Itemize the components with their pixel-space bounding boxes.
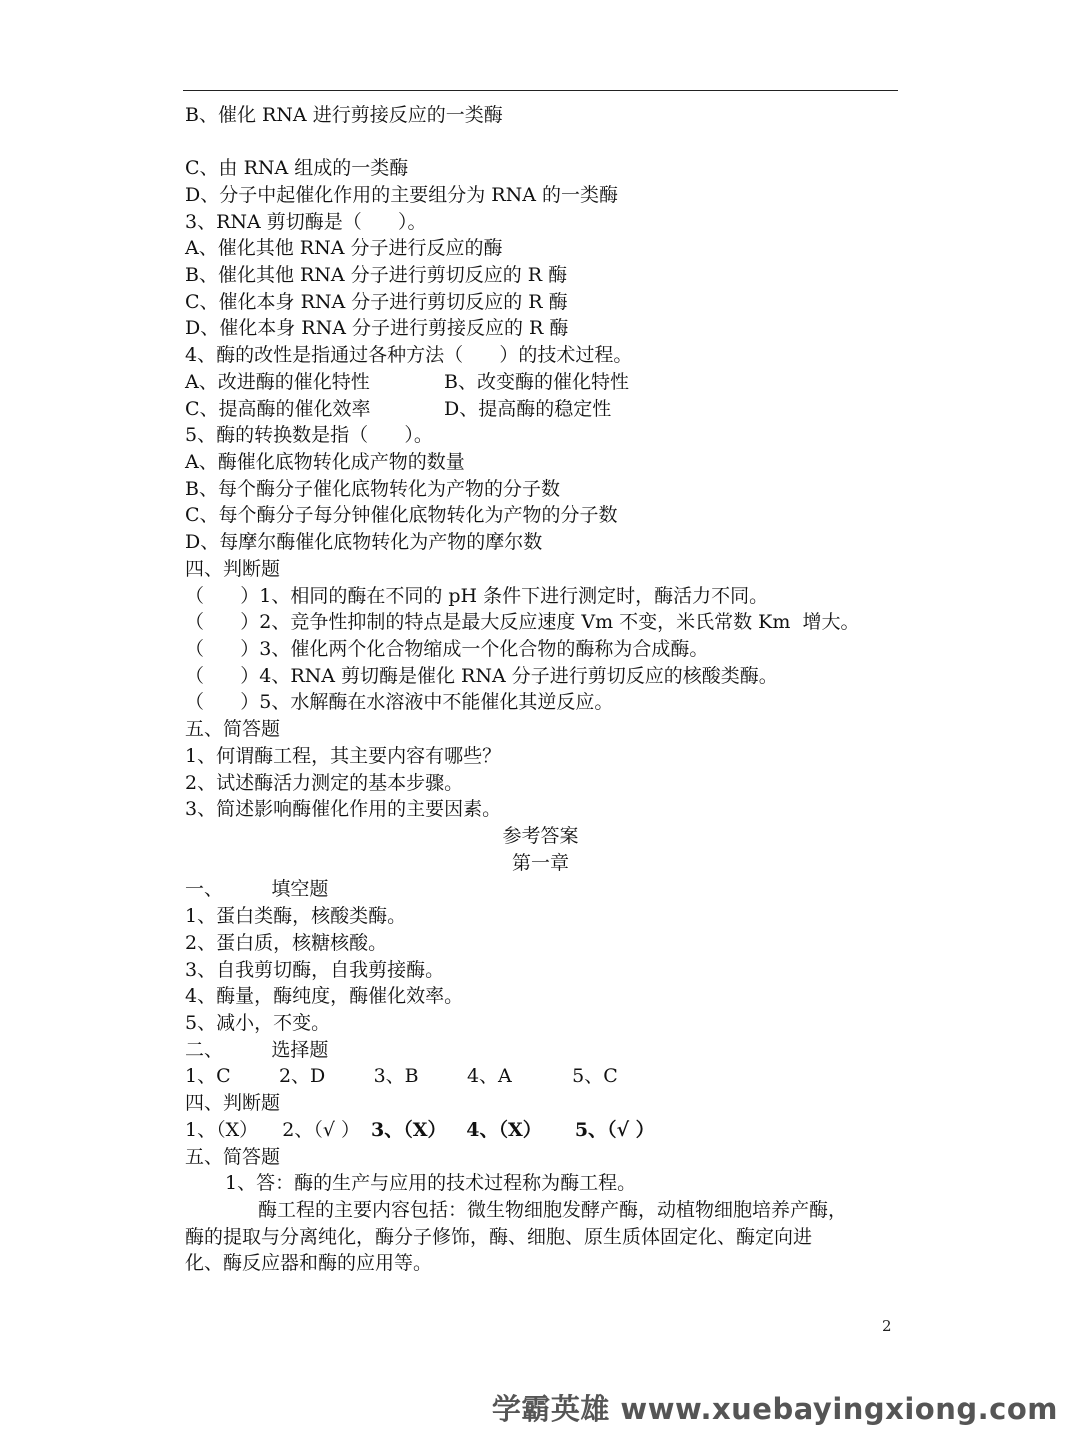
section-heading-true-false: 四、判断题	[185, 558, 281, 580]
question-3: 3、RNA 剪切酶是（ ）。	[185, 211, 427, 233]
chapter-title: 第一章	[511, 852, 569, 874]
option-d-q3: D、催化本身 RNA 分子进行剪接反应的 R 酶	[185, 317, 569, 339]
answer-fill-5: 5、减小，不变。	[185, 1012, 331, 1034]
answer-fill-2: 2、蛋白质，核糖核酸。	[185, 932, 388, 954]
answers-tf-heading: 四、判断题	[185, 1092, 281, 1114]
answer-short-1-line-4: 化、酶反应器和酶的应用等。	[185, 1252, 433, 1274]
option-c-q2: C、由 RNA 组成的一类酶	[185, 157, 409, 179]
answer-fill-3: 3、自我剪切酶，自我剪接酶。	[185, 959, 445, 981]
option-b-q5: B、每个酶分子催化底物转化为产物的分子数	[185, 478, 560, 500]
short-question-3: 3、简述影响酶催化作用的主要因素。	[185, 798, 502, 820]
tf-question-3: （ ）3、催化两个化合物缩成一个化合物的酶称为合成酶。	[185, 638, 709, 660]
option-d-q5: D、每摩尔酶催化底物转化为产物的摩尔数	[185, 531, 543, 553]
tf-question-2: （ ）2、竞争性抑制的特点是最大反应速度 Vm 不变，米氏常数 Km 增大。	[185, 611, 860, 633]
tf-question-4: （ ）4、RNA 剪切酶是催化 RNA 分子进行剪切反应的核酸类酶。	[185, 665, 778, 687]
option-c-q5: C、每个酶分子每分钟催化底物转化为产物的分子数	[185, 504, 618, 526]
option-c-q4: C、提高酶的催化效率	[185, 398, 371, 420]
answer-short-1-line-3: 酶的提取与分离纯化，酶分子修饰，酶、细胞、原生质体固定化、酶定向进	[185, 1226, 813, 1248]
short-question-2: 2、试述酶活力测定的基本步骤。	[185, 772, 464, 794]
answer-fill-4: 4、酶量，酶纯度，酶催化效率。	[185, 985, 464, 1007]
answers-choice-heading: 二、 选择题	[185, 1039, 329, 1061]
answer-short-1-line-2: 酶工程的主要内容包括：微生物细胞发酵产酶，动植物细胞培养产酶，	[258, 1199, 848, 1221]
option-c-q3: C、催化本身 RNA 分子进行剪切反应的 R 酶	[185, 291, 568, 313]
page-number: 2	[882, 1317, 892, 1335]
answer-short-1-line-1: 1、答：酶的生产与应用的技术过程称为酶工程。	[225, 1172, 637, 1194]
answers-fill-blank-heading: 一、 填空题	[185, 878, 329, 900]
tf-question-1: （ ）1、相同的酶在不同的 pH 条件下进行测定时，酶活力不同。	[185, 585, 769, 607]
option-a-q5: A、酶催化底物转化成产物的数量	[185, 451, 465, 473]
option-a-q3: A、催化其他 RNA 分子进行反应的酶	[185, 237, 503, 259]
section-heading-short-answer: 五、简答题	[185, 718, 281, 740]
tf-question-5: （ ）5、水解酶在水溶液中不能催化其逆反应。	[185, 691, 614, 713]
answers-choice-list: 1、C 2、D 3、B 4、A 5、C	[185, 1065, 618, 1087]
answers-tf-list-part1: 1、（X） 2、（√ ）	[185, 1119, 361, 1141]
option-d-q2: D、分子中起催化作用的主要组分为 RNA 的一类酶	[185, 184, 618, 206]
answers-tf-list-part2: 3、（X） 4、（X） 5、（√ ）	[371, 1119, 655, 1141]
header-rule	[183, 90, 898, 91]
option-a-q4: A、改进酶的催化特性	[185, 371, 370, 393]
answer-fill-1: 1、蛋白类酶，核酸类酶。	[185, 905, 407, 927]
watermark: 学霸英雄 www.xuebayingxiong.com	[491, 1392, 1058, 1426]
question-5: 5、酶的转换数是指（ ）。	[185, 424, 433, 446]
short-question-1: 1、何谓酶工程，其主要内容有哪些？	[185, 745, 502, 767]
answers-title: 参考答案	[502, 825, 579, 847]
option-b-q4: B、改变酶的催化特性	[444, 371, 629, 393]
option-b-q2: B、催化 RNA 进行剪接反应的一类酶	[185, 104, 503, 126]
question-4: 4、酶的改性是指通过各种方法（ ）的技术过程。	[185, 344, 633, 366]
option-b-q3: B、催化其他 RNA 分子进行剪切反应的 R 酶	[185, 264, 568, 286]
answers-short-heading: 五、简答题	[185, 1146, 281, 1168]
option-d-q4: D、提高酶的稳定性	[444, 398, 612, 420]
